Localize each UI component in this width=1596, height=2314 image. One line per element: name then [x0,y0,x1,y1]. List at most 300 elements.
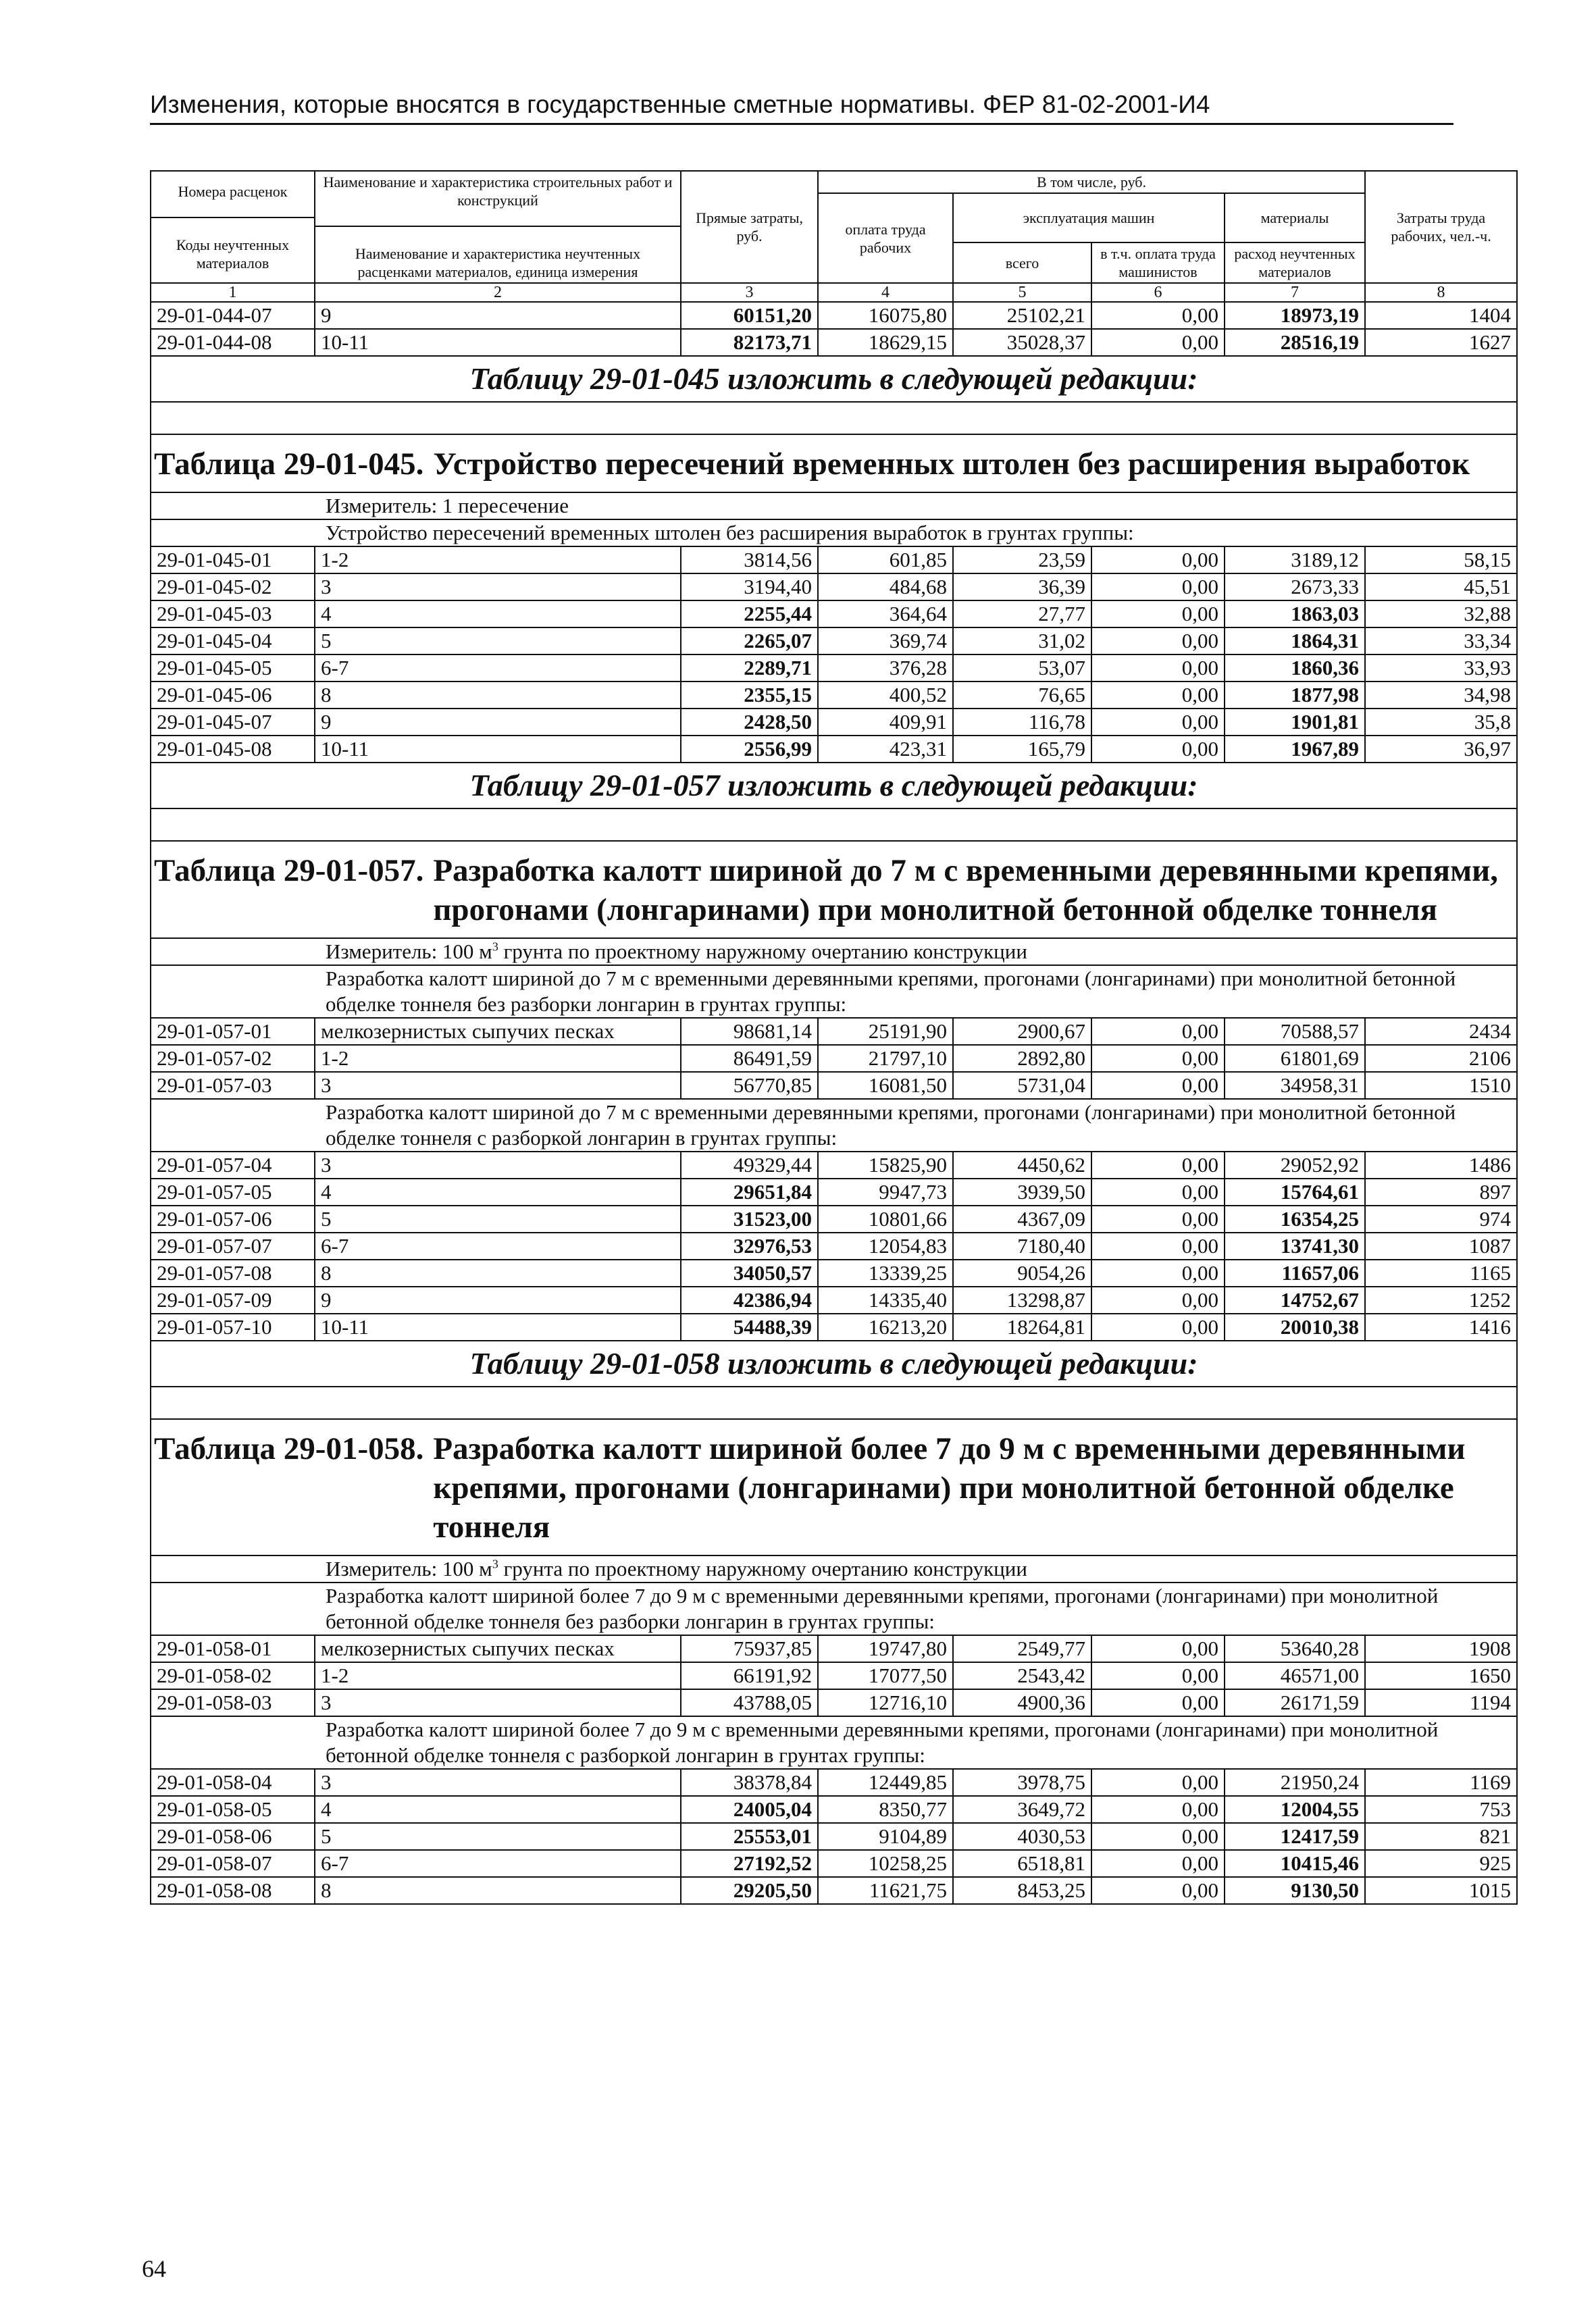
cell-direct-costs: 2355,15 [681,682,818,709]
cell-rate-code: 29-01-045-06 [151,682,315,709]
cell-materials: 18973,19 [1225,302,1365,329]
cell-labor-cost: 45,51 [1365,573,1517,600]
cell-rate-code: 29-01-045-05 [151,654,315,682]
table-caption: Устройство пересечений временных штолен без расширения выработок [433,446,1470,482]
cell-materials: 28516,19 [1225,329,1365,356]
cell-materials: 34958,31 [1225,1072,1365,1099]
meter-text: Измеритель: 100 м [326,1557,492,1580]
cell-machinists-pay: 0,00 [1091,1287,1225,1314]
section-057 [151,763,1517,1018]
cell-machines-total: 4900,36 [953,1689,1091,1716]
table-row [151,1635,1517,1662]
cell-machines-total: 116,78 [953,709,1091,736]
cell-materials: 2673,33 [1225,573,1365,600]
title-row [151,1419,1517,1555]
cell-rate-code: 29-01-045-04 [151,627,315,654]
subtitle-row [151,1716,1517,1769]
announce-057: Таблицу 29-01-057 изложить в следующей редакции: [151,763,1517,808]
header-rates-codes [151,171,315,283]
cell-machines-total: 18264,81 [953,1314,1091,1341]
cell-machines-total: 25102,21 [953,302,1091,329]
cell-soil-group: 10-11 [315,1314,681,1341]
header-names [315,171,681,283]
cell-soil-group: мелкозернистых сыпучих песках [315,1018,681,1045]
section-045 [151,356,1517,546]
cell-direct-costs: 3194,40 [681,573,818,600]
cell-soil-group: 6-7 [315,1850,681,1877]
table-row [151,709,1517,736]
cell-machines-total: 2892,80 [953,1045,1091,1072]
cell-labor-cost: 1486 [1365,1152,1517,1179]
cell-rate-code: 29-01-044-07 [151,302,315,329]
cell-labor-cost: 1194 [1365,1689,1517,1716]
meter-text: Измеритель: 100 м [326,940,492,963]
cell-rate-code: 29-01-058-03 [151,1689,315,1716]
column-numbers [151,283,1517,302]
cell-machinists-pay: 0,00 [1091,1233,1225,1260]
meter-row [151,938,1517,965]
cell-soil-group: 5 [315,1206,681,1233]
cell-machinists-pay: 0,00 [1091,329,1225,356]
cell-machinists-pay: 0,00 [1091,709,1225,736]
cell-materials: 20010,38 [1225,1314,1365,1341]
cell-direct-costs: 2265,07 [681,627,818,654]
cell-labor-pay: 10801,66 [818,1206,953,1233]
cell-direct-costs: 29205,50 [681,1877,818,1904]
cell-machinists-pay: 0,00 [1091,736,1225,763]
cell-labor-cost: 1252 [1365,1287,1517,1314]
cell-labor-cost: 34,98 [1365,682,1517,709]
cell-materials: 3189,12 [1225,546,1365,573]
cell-soil-group: 10-11 [315,736,681,763]
section-058 [151,1341,1517,1635]
cell-machinists-pay: 0,00 [1091,654,1225,682]
cell-machines-total: 5731,04 [953,1072,1091,1099]
table-title-058 [151,1419,1517,1555]
header-machines: эксплуатация машин [953,193,1225,242]
cell-materials: 1877,98 [1225,682,1365,709]
table-row [151,1233,1517,1260]
cell-machines-total: 2549,77 [953,1635,1091,1662]
cell-direct-costs: 60151,20 [681,302,818,329]
cell-machines-total: 7180,40 [953,1233,1091,1260]
cell-soil-group: 6-7 [315,654,681,682]
cell-materials: 15764,61 [1225,1179,1365,1206]
header-labor-pay: оплата труда рабочих [818,193,953,283]
cell-direct-costs: 32976,53 [681,1233,818,1260]
cell-soil-group: 9 [315,709,681,736]
table-number: Таблица 29-01-057. [154,853,424,888]
table-row [151,1689,1517,1716]
cell-rate-code: 29-01-057-01 [151,1018,315,1045]
cell-direct-costs: 56770,85 [681,1072,818,1099]
subtitle-058-1: Разработка калотт шириной более 7 до 9 м с временными деревянными крепями, прогонами (лонгаринами) при монолитной бетонной обделке тоннеля без разборки лонгарин в грунтах группы: [151,1583,1517,1635]
table-row [151,600,1517,627]
cell-labor-cost: 35,8 [1365,709,1517,736]
cell-rate-code: 29-01-057-04 [151,1152,315,1179]
table-title-057 [151,841,1517,938]
cell-labor-pay: 16213,20 [818,1314,953,1341]
cell-materials: 12004,55 [1225,1796,1365,1823]
cell-soil-group: 3 [315,1152,681,1179]
subtitle-057-1: Разработка калотт шириной до 7 м с временными деревянными крепями, прогонами (лонгаринами) при монолитной бетонной обделке тоннеля без разборки лонгарин в грунтах группы: [151,965,1517,1018]
header-material-codes: Коды неучтенных материалов [176,236,290,272]
cell-labor-pay: 400,52 [818,682,953,709]
header-machinists-pay: в т.ч. оплата труда машинистов [1091,242,1225,283]
cell-direct-costs: 31523,00 [681,1206,818,1233]
cell-materials: 1901,81 [1225,709,1365,736]
cell-rate-code: 29-01-045-01 [151,546,315,573]
cell-labor-pay: 10258,25 [818,1850,953,1877]
cell-labor-pay: 369,74 [818,627,953,654]
table-caption: Разработка калотт шириной более 7 до 9 м с временными деревянными крепями, прогонами (лонгаринами) при монолитной бетонной обделке тоннеля [433,1431,1466,1545]
subtitle-row [151,965,1517,1018]
cell-labor-cost: 33,93 [1365,654,1517,682]
table-row [151,654,1517,682]
cell-labor-pay: 12449,85 [818,1769,953,1796]
cell-rate-code: 29-01-044-08 [151,329,315,356]
cell-rate-code: 29-01-045-08 [151,736,315,763]
cell-materials: 46571,00 [1225,1662,1365,1689]
cell-machinists-pay: 0,00 [1091,1179,1225,1206]
cell-direct-costs: 82173,71 [681,329,818,356]
cell-machines-total: 4450,62 [953,1152,1091,1179]
cell-materials: 1860,36 [1225,654,1365,682]
col-num: 4 [818,283,953,302]
header-machines-total: всего [953,242,1091,283]
cell-machines-total: 165,79 [953,736,1091,763]
cell-labor-pay: 13339,25 [818,1260,953,1287]
cell-labor-cost: 753 [1365,1796,1517,1823]
cell-machines-total: 9054,26 [953,1260,1091,1287]
cell-machinists-pay: 0,00 [1091,627,1225,654]
cell-labor-pay: 19747,80 [818,1635,953,1662]
spacer [151,402,1517,434]
cell-soil-group: 3 [315,573,681,600]
col-num: 6 [1091,283,1225,302]
cell-machinists-pay: 0,00 [1091,1045,1225,1072]
cell-direct-costs: 27192,52 [681,1850,818,1877]
col-num: 2 [315,283,681,302]
cell-direct-costs: 2289,71 [681,654,818,682]
cell-rate-code: 29-01-057-02 [151,1045,315,1072]
cell-machinists-pay: 0,00 [1091,1823,1225,1850]
spacer [151,808,1517,841]
cell-direct-costs: 24005,04 [681,1796,818,1823]
header-materials-consumption: расход неучтенных материалов [1225,242,1365,283]
header-direct-costs: Прямые затраты, руб. [681,171,818,283]
cell-direct-costs: 54488,39 [681,1314,818,1341]
cell-labor-cost: 1169 [1365,1769,1517,1796]
page-header: Изменения, которые вносятся в государственные сметные нормативы. ФЕР 81-02-2001-И4 [150,91,1453,125]
subtitle-row [151,1583,1517,1635]
cell-machinists-pay: 0,00 [1091,302,1225,329]
header-including: В том числе, руб. [818,171,1365,193]
cell-rate-code: 29-01-045-07 [151,709,315,736]
meter-sup: 3 [492,1557,498,1571]
cell-machinists-pay: 0,00 [1091,1635,1225,1662]
cell-soil-group: 6-7 [315,1233,681,1260]
cell-materials: 26171,59 [1225,1689,1365,1716]
table-row [151,1877,1517,1904]
subtitle-058-2: Разработка калотт шириной более 7 до 9 м с временными деревянными крепями, прогонами (лонгаринами) при монолитной бетонной обделке тоннеля с разборкой лонгарин в грунтах группы: [151,1716,1517,1769]
cell-labor-cost: 36,97 [1365,736,1517,763]
cell-rate-code: 29-01-058-02 [151,1662,315,1689]
cell-soil-group: 9 [315,302,681,329]
cell-labor-pay: 9104,89 [818,1823,953,1850]
table-row [151,682,1517,709]
cell-machinists-pay: 0,00 [1091,1662,1225,1689]
announce-row [151,763,1517,808]
table-row [151,1072,1517,1099]
cell-soil-group: 8 [315,682,681,709]
cell-machines-total: 31,02 [953,627,1091,654]
rows-057-2 [151,1152,1517,1341]
cell-machinists-pay: 0,00 [1091,1260,1225,1287]
cell-machinists-pay: 0,00 [1091,1877,1225,1904]
cell-machines-total: 36,39 [953,573,1091,600]
cell-rate-code: 29-01-057-05 [151,1179,315,1206]
meter-058 [151,1555,1517,1583]
cell-labor-cost: 2106 [1365,1045,1517,1072]
col-num: 7 [1225,283,1365,302]
cell-rate-code: 29-01-058-04 [151,1769,315,1796]
cell-soil-group: 5 [315,1823,681,1850]
cell-labor-pay: 15825,90 [818,1152,953,1179]
cell-soil-group: 9 [315,1287,681,1314]
cell-materials: 21950,24 [1225,1769,1365,1796]
cell-direct-costs: 38378,84 [681,1769,818,1796]
table-row [151,1260,1517,1287]
cell-direct-costs: 75937,85 [681,1635,818,1662]
cell-machines-total: 23,59 [953,546,1091,573]
cell-soil-group: 1-2 [315,1662,681,1689]
table-row [151,302,1517,329]
col-num: 5 [953,283,1091,302]
cell-soil-group: 10-11 [315,329,681,356]
cell-rate-code: 29-01-057-10 [151,1314,315,1341]
cell-labor-cost: 58,15 [1365,546,1517,573]
table-number: Таблица 29-01-058. [154,1431,424,1466]
cell-rate-code: 29-01-057-03 [151,1072,315,1099]
cell-labor-cost: 1650 [1365,1662,1517,1689]
table-row [151,1314,1517,1341]
cell-labor-pay: 409,91 [818,709,953,736]
cell-machines-total: 4367,09 [953,1206,1091,1233]
cell-machinists-pay: 0,00 [1091,1314,1225,1341]
cell-materials: 1863,03 [1225,600,1365,627]
cell-machinists-pay: 0,00 [1091,1689,1225,1716]
cell-labor-pay: 12716,10 [818,1689,953,1716]
cell-direct-costs: 66191,92 [681,1662,818,1689]
cell-rate-code: 29-01-057-07 [151,1233,315,1260]
table-row [151,1769,1517,1796]
cell-machinists-pay: 0,00 [1091,682,1225,709]
cell-labor-pay: 484,68 [818,573,953,600]
cell-soil-group: 4 [315,600,681,627]
table-row [151,546,1517,573]
cell-labor-cost: 1416 [1365,1314,1517,1341]
cell-soil-group: 8 [315,1877,681,1904]
cell-materials: 29052,92 [1225,1152,1365,1179]
cell-materials: 16354,25 [1225,1206,1365,1233]
table-row [151,1018,1517,1045]
table-number: Таблица 29-01-045. [154,446,424,482]
cell-materials: 12417,59 [1225,1823,1365,1850]
cell-labor-pay: 21797,10 [818,1045,953,1072]
cell-labor-pay: 18629,15 [818,329,953,356]
cell-labor-pay: 423,31 [818,736,953,763]
cell-labor-cost: 32,88 [1365,600,1517,627]
cell-labor-cost: 1908 [1365,1635,1517,1662]
cell-direct-costs: 98681,14 [681,1018,818,1045]
cell-materials: 14752,67 [1225,1287,1365,1314]
spacer-row [151,1387,1517,1419]
cell-machinists-pay: 0,00 [1091,1018,1225,1045]
table-row [151,1823,1517,1850]
cell-soil-group: 3 [315,1769,681,1796]
cell-materials: 9130,50 [1225,1877,1365,1904]
table-row [151,736,1517,763]
cell-labor-pay: 11621,75 [818,1877,953,1904]
cell-machinists-pay: 0,00 [1091,1796,1225,1823]
title-row [151,434,1517,492]
cell-materials: 70588,57 [1225,1018,1365,1045]
announce-row [151,1341,1517,1387]
cell-machines-total: 13298,87 [953,1287,1091,1314]
cell-labor-cost: 1087 [1365,1233,1517,1260]
cell-soil-group: 3 [315,1072,681,1099]
cell-machinists-pay: 0,00 [1091,1072,1225,1099]
cell-materials: 1864,31 [1225,627,1365,654]
cell-machines-total: 3649,72 [953,1796,1091,1823]
cell-machinists-pay: 0,00 [1091,546,1225,573]
cell-labor-pay: 364,64 [818,600,953,627]
rows-058-2 [151,1769,1517,1904]
cell-labor-cost: 1165 [1365,1260,1517,1287]
cell-rate-code: 29-01-058-08 [151,1877,315,1904]
cell-labor-pay: 16081,50 [818,1072,953,1099]
cell-soil-group: 1-2 [315,1045,681,1072]
norms-table [150,170,1518,1905]
subtitle-045: Устройство пересечений временных штолен без расширения выработок в грунтах группы: [151,519,1517,546]
table-row [151,1796,1517,1823]
cell-labor-pay: 601,85 [818,546,953,573]
cell-machines-total: 76,65 [953,682,1091,709]
col-num: 8 [1365,283,1517,302]
table-row [151,1152,1517,1179]
cell-soil-group: 4 [315,1796,681,1823]
cell-materials: 13741,30 [1225,1233,1365,1260]
table-row [151,1206,1517,1233]
page-number: 64 [142,2255,166,2282]
cell-materials: 10415,46 [1225,1850,1365,1877]
cell-labor-pay: 16075,80 [818,302,953,329]
rows-057-1 [151,1018,1517,1099]
meter-sup: 3 [492,940,498,954]
title-row [151,841,1517,938]
cell-materials: 53640,28 [1225,1635,1365,1662]
cell-direct-costs: 3814,56 [681,546,818,573]
table-row [151,1179,1517,1206]
cell-machines-total: 8453,25 [953,1877,1091,1904]
rows-044 [151,302,1517,356]
announce-045: Таблицу 29-01-045 изложить в следующей редакции: [151,356,1517,402]
cell-soil-group: 8 [315,1260,681,1287]
cell-direct-costs: 2556,99 [681,736,818,763]
cell-direct-costs: 43788,05 [681,1689,818,1716]
cell-rate-code: 29-01-045-02 [151,573,315,600]
cell-labor-pay: 376,28 [818,654,953,682]
cell-labor-cost: 925 [1365,1850,1517,1877]
cell-machinists-pay: 0,00 [1091,573,1225,600]
meter-text-rest: грунта по проектному наружному очертанию конструкции [498,940,1027,963]
spacer-row [151,402,1517,434]
cell-labor-cost: 974 [1365,1206,1517,1233]
announce-row [151,356,1517,402]
cell-labor-cost: 33,34 [1365,627,1517,654]
cell-soil-group: 3 [315,1689,681,1716]
cell-materials: 11657,06 [1225,1260,1365,1287]
cell-machinists-pay: 0,00 [1091,1850,1225,1877]
cell-machines-total: 3939,50 [953,1179,1091,1206]
cell-soil-group: 4 [315,1179,681,1206]
table-caption: Разработка калотт шириной до 7 м с временными деревянными крепями, прогонами (лонгаринами) при монолитной бетонной обделке тоннеля [433,853,1498,927]
cell-rate-code: 29-01-058-07 [151,1850,315,1877]
meter-text-rest: грунта по проектному наружному очертанию конструкции [498,1557,1027,1580]
table-row [151,573,1517,600]
meter-057 [151,938,1517,965]
announce-058: Таблицу 29-01-058 изложить в следующей редакции: [151,1341,1517,1387]
cell-direct-costs: 25553,01 [681,1823,818,1850]
cell-machinists-pay: 0,00 [1091,1152,1225,1179]
header-work-name: Наименование и характеристика строительных работ и конструкций [315,173,680,227]
table-row [151,1850,1517,1877]
cell-soil-group: 1-2 [315,546,681,573]
cell-rate-code: 29-01-057-09 [151,1287,315,1314]
cell-machinists-pay: 0,00 [1091,600,1225,627]
header-row-1 [151,171,1517,193]
estimate-table [150,170,1516,1905]
cell-direct-costs: 2428,50 [681,709,818,736]
header-materials: материалы [1225,193,1365,242]
cell-soil-group: 5 [315,627,681,654]
cell-rate-code: 29-01-045-03 [151,600,315,627]
cell-machines-total: 2543,42 [953,1662,1091,1689]
subtitle-row [151,1099,1517,1152]
cell-labor-pay: 9947,73 [818,1179,953,1206]
cell-machines-total: 53,07 [953,654,1091,682]
cell-machines-total: 3978,75 [953,1769,1091,1796]
cell-direct-costs: 49329,44 [681,1152,818,1179]
cell-direct-costs: 29651,84 [681,1179,818,1206]
cell-machines-total: 6518,81 [953,1850,1091,1877]
cell-direct-costs: 34050,57 [681,1260,818,1287]
cell-rate-code: 29-01-057-08 [151,1260,315,1287]
cell-labor-pay: 12054,83 [818,1233,953,1260]
cell-materials: 61801,69 [1225,1045,1365,1072]
cell-materials: 1967,89 [1225,736,1365,763]
subtitle-row [151,519,1517,546]
cell-labor-pay: 14335,40 [818,1287,953,1314]
cell-direct-costs: 42386,94 [681,1287,818,1314]
meter-row [151,1555,1517,1583]
rows-058-1 [151,1635,1517,1716]
cell-machines-total: 2900,67 [953,1018,1091,1045]
table-row [151,1662,1517,1689]
col-num: 3 [681,283,818,302]
cell-soil-group: мелкозернистых сыпучих песках [315,1635,681,1662]
